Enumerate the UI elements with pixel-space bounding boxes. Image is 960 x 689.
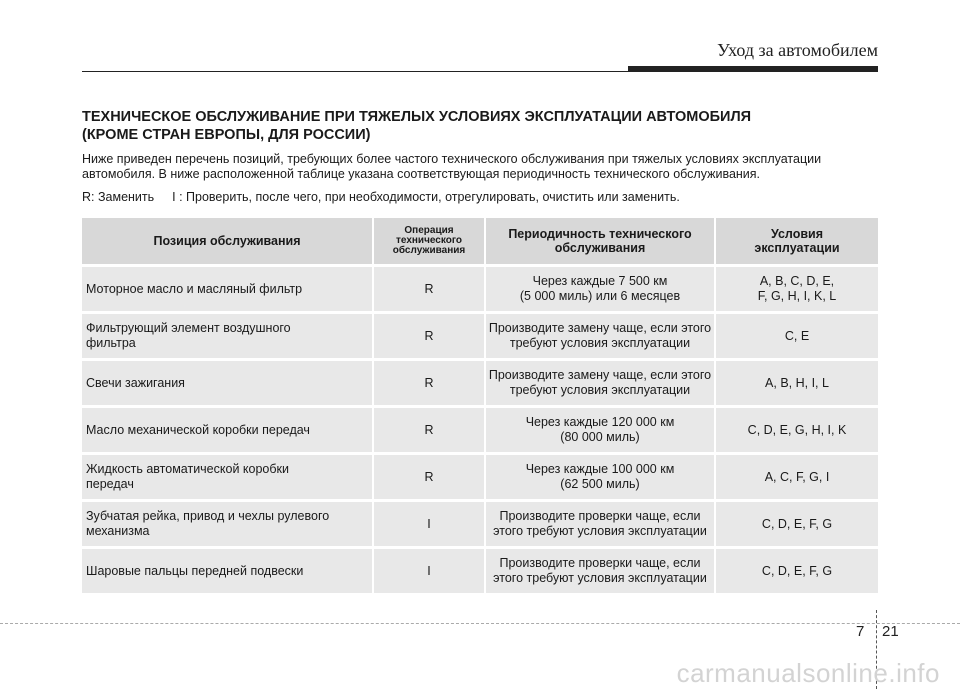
cell-conditions: C, D, E, F, G: [714, 549, 878, 593]
section-heading-line1: ТЕХНИЧЕСКОЕ ОБСЛУЖИВАНИЕ ПРИ ТЯЖЕЛЫХ УСЛОВИЯХ ЭКСПЛУАТАЦИИ АВТОМОБИЛЯ: [82, 109, 752, 125]
cell-item: Свечи зажигания: [82, 361, 372, 405]
cell-conditions: C, E: [714, 314, 878, 358]
section-heading: [82, 108, 878, 144]
cell-period: Через каждые 100 000 км (62 500 миль): [484, 455, 714, 499]
header-period: Периодичность технического обслуживания: [484, 218, 714, 264]
table-row: [82, 549, 878, 593]
cell-item: Масло механической коробки передач: [82, 408, 372, 452]
cell-period: Через каждые 120 000 км (80 000 миль): [484, 408, 714, 452]
watermark: carmanualsonline.info: [676, 658, 940, 688]
cell-period: Через каждые 7 500 км (5 000 миль) или 6 месяцев: [484, 267, 714, 311]
legend: [82, 190, 878, 205]
cell-operation: R: [372, 455, 484, 499]
maintenance-table: [82, 215, 878, 596]
table-row: [82, 502, 878, 546]
header-rule: [82, 71, 630, 72]
legend-inspect: I : Проверить, после чего, при необходимости, отрегулировать, очистить или заменить.: [172, 190, 680, 204]
cell-item: Фильтрующий элемент воздушного фильтра: [82, 314, 372, 358]
table-header-row: [82, 218, 878, 264]
main-content: [82, 108, 878, 596]
table-row: [82, 314, 878, 358]
cell-period: Производите проверки чаще, если этого требуют условия эксплуатации: [484, 502, 714, 546]
table-row: [82, 267, 878, 311]
cell-operation: R: [372, 361, 484, 405]
cell-period: Производите замену чаще, если этого требуют условия эксплуатации: [484, 361, 714, 405]
header-operation: Операция технического обслуживания: [372, 218, 484, 264]
cell-conditions: A, C, F, G, I: [714, 455, 878, 499]
cell-operation: I: [372, 549, 484, 593]
table-row: [82, 361, 878, 405]
header-rule-bar: [628, 66, 878, 72]
intro-paragraph: Ниже приведен перечень позиций, требующих более частого технического обслуживания при тяжелых условиях эксплуатации автомобиля. В ниже расположенной таблице указана соответствующая периодичность технического обслуживания.: [82, 152, 822, 181]
legend-replace: R: Заменить: [82, 190, 155, 204]
cell-conditions: A, B, C, D, E, F, G, H, I, K, L: [714, 267, 878, 311]
footer-rule: [0, 623, 960, 624]
page-number: 21: [882, 623, 899, 640]
section-heading-line2: (КРОМЕ СТРАН ЕВРОПЫ, ДЛЯ РОССИИ): [82, 127, 371, 143]
cell-item: Моторное масло и масляный фильтр: [82, 267, 372, 311]
cell-conditions: A, B, H, I, L: [714, 361, 878, 405]
cell-item: Зубчатая рейка, привод и чехлы рулевого механизма: [82, 502, 372, 546]
header-conditions: Условия эксплуатации: [714, 218, 878, 264]
cell-period: Производите замену чаще, если этого требуют условия эксплуатации: [484, 314, 714, 358]
table-row: [82, 408, 878, 452]
cell-operation: R: [372, 408, 484, 452]
cell-conditions: C, D, E, G, H, I, K: [714, 408, 878, 452]
page-header-title: Уход за автомобилем: [717, 40, 878, 60]
chapter-number: 7: [856, 623, 865, 640]
cell-operation: R: [372, 267, 484, 311]
cell-item: Шаровые пальцы передней подвески: [82, 549, 372, 593]
table-row: [82, 455, 878, 499]
cell-period: Производите проверки чаще, если этого требуют условия эксплуатации: [484, 549, 714, 593]
header-item: Позиция обслуживания: [82, 218, 372, 264]
cell-conditions: C, D, E, F, G: [714, 502, 878, 546]
cell-operation: R: [372, 314, 484, 358]
cell-item: Жидкость автоматической коробки передач: [82, 455, 372, 499]
cell-operation: I: [372, 502, 484, 546]
